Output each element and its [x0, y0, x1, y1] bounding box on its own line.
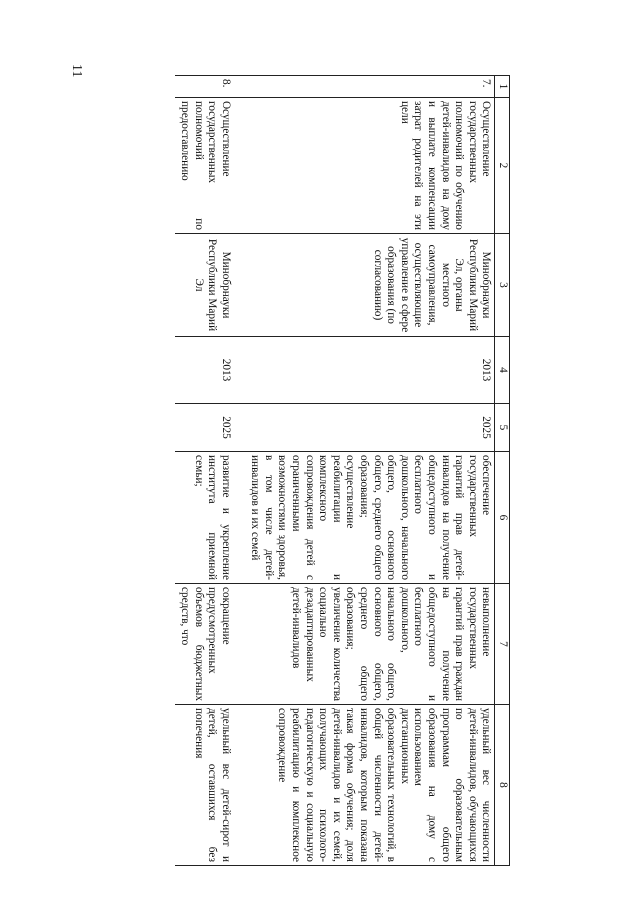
executor-cell: Минобрнауки Республики Марий Эл [175, 234, 245, 337]
column-header: 3 [495, 234, 510, 337]
column-header: 1 [495, 76, 510, 98]
measure-cell: Осуществление государственных полномочий по предоставлению [175, 98, 245, 234]
program-measures-table [175, 75, 510, 866]
consequences-cell: сокращение предусмотренных объемов бюджетных средств, что [175, 584, 245, 705]
executor-cell: Минобрнауки Республики Марий Эл, органы местного самоуправления, осуществляющие управление в сфере образования (по согласованию) [246, 234, 495, 337]
column-header: 6 [495, 452, 510, 584]
row-number: 8. [175, 76, 245, 98]
indicators-cell: удельный вес численности детей-инвалидов, обучающихся по образовательным программам общего образования на дому с использованием дистанционных образовательных технологий, в общей численности детей-инвалидов, которым показана такая форма обучения; доля детей-инвалидов и их семей, получающих психолого-педагогическую и социальную реабилитацию и комплексное сопровождение [246, 705, 495, 866]
end-year-cell: 2025 [246, 404, 495, 452]
rotated-table-area [115, 75, 510, 865]
column-header: 2 [495, 98, 510, 234]
indicators-cell: удельный вес детей-сирот и детей, оставшихся без попечения [175, 705, 245, 866]
column-header: 5 [495, 404, 510, 452]
table-row [175, 76, 245, 866]
measure-cell: Осуществление государственных полномочий по обучению детей-инвалидов на дому и выплате компенсации затрат родителей на эти цели [246, 98, 495, 234]
result-cell: обеспечение государственных гарантий прав детей-инвалидов на получение общедоступного и бесплатного дошкольного, начального общего, основного общего, среднего общего образования; осуществление реабилитации и комплексного сопровождения детей с ограниченными возможностями здоровья, в том числе детей-инвалидов и их семей [246, 452, 495, 584]
consequences-cell: невыполнение государственных гарантий прав граждан на получение общедоступного и бесплатного дошкольного, начального общего, основного общего, среднего общего образования; увеличение количества социально дезадаптированных детей-инвалидов [246, 584, 495, 705]
result-cell: развитие и укрепление института приемной семьи; [175, 452, 245, 584]
start-year-cell: 2013 [246, 337, 495, 404]
column-header: 4 [495, 337, 510, 404]
column-header: 7 [495, 584, 510, 705]
row-number: 7. [246, 76, 495, 98]
table-row [246, 76, 495, 866]
column-number-row [495, 76, 510, 866]
start-year-cell: 2013 [175, 337, 245, 404]
end-year-cell: 2025 [175, 404, 245, 452]
page-number: 11 [69, 64, 84, 78]
column-header: 8 [495, 705, 510, 866]
